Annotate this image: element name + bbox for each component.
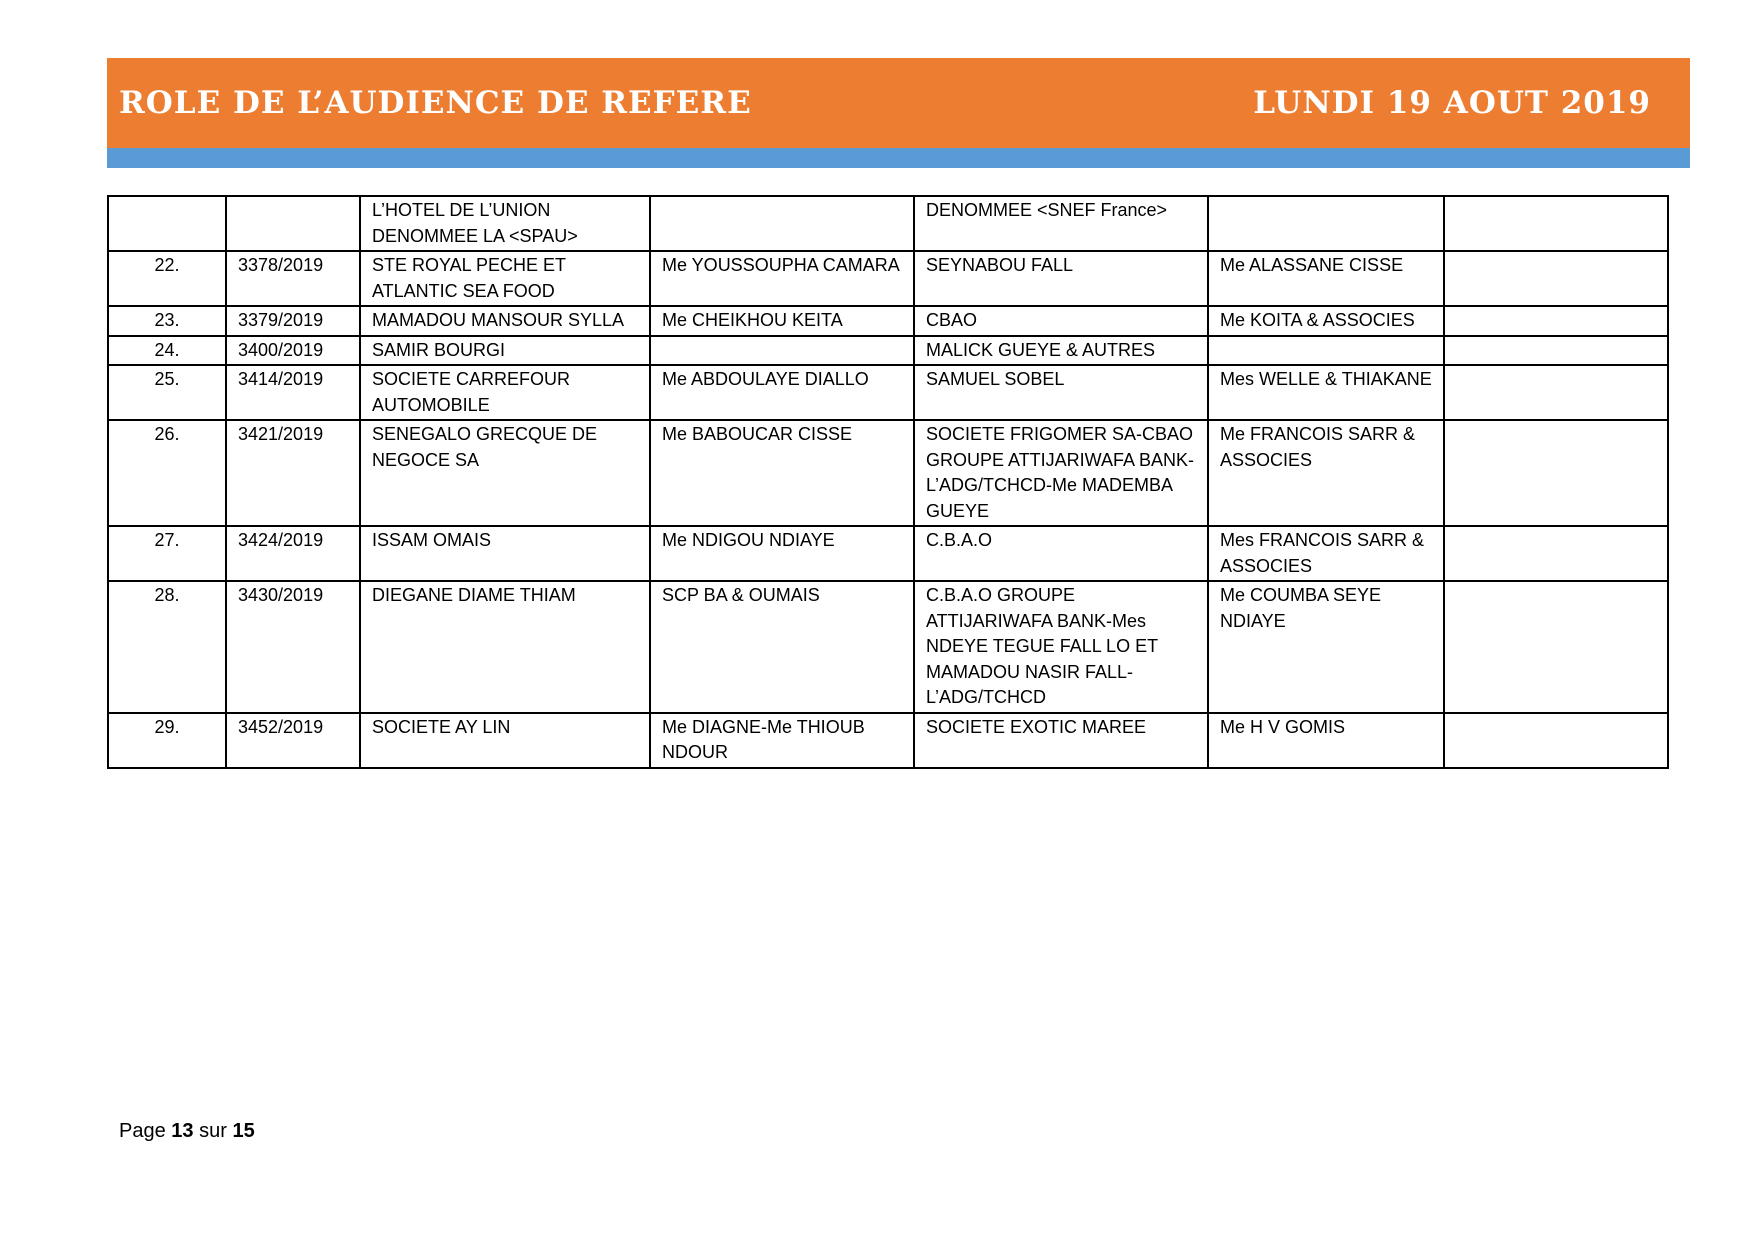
cell-defendant-lawyer: Me COUMBA SEYE NDIAYE (1208, 581, 1444, 713)
cell-docket-number: 3424/2019 (226, 526, 360, 581)
cell-docket-number: 3400/2019 (226, 336, 360, 366)
cell-defendant: CBAO (914, 306, 1208, 336)
page-label: Page (119, 1120, 166, 1142)
cell-defendant: C.B.A.O (914, 526, 1208, 581)
cell-case-number: 27. (108, 526, 226, 581)
cell-observation (1444, 306, 1668, 336)
cell-observation (1444, 196, 1668, 251)
cell-plaintiff-lawyer (650, 336, 914, 366)
table-row (108, 306, 1668, 336)
cell-plaintiff: ISSAM OMAIS (360, 526, 650, 581)
table-row (108, 251, 1668, 306)
cell-docket-number: 3430/2019 (226, 581, 360, 713)
table-row (108, 581, 1668, 713)
table-row (108, 336, 1668, 366)
page-total: 15 (232, 1120, 255, 1142)
cell-case-number: 29. (108, 713, 226, 768)
cell-docket-number (226, 196, 360, 251)
cell-docket-number: 3421/2019 (226, 420, 360, 526)
cell-plaintiff: SENEGALO GRECQUE DE NEGOCE SA (360, 420, 650, 526)
cell-plaintiff: L’HOTEL DE L’UNION DENOMMEE LA <SPAU> (360, 196, 650, 251)
cell-plaintiff: STE ROYAL PECHE ET ATLANTIC SEA FOOD (360, 251, 650, 306)
cell-defendant-lawyer: Me FRANCOIS SARR & ASSOCIES (1208, 420, 1444, 526)
cell-observation (1444, 251, 1668, 306)
table-row (108, 365, 1668, 420)
table-row (108, 526, 1668, 581)
cell-defendant-lawyer: Mes WELLE & THIAKANE (1208, 365, 1444, 420)
cell-plaintiff-lawyer: Me BABOUCAR CISSE (650, 420, 914, 526)
cell-case-number: 25. (108, 365, 226, 420)
cell-case-number: 24. (108, 336, 226, 366)
table-row (108, 196, 1668, 251)
cell-defendant: SOCIETE EXOTIC MAREE (914, 713, 1208, 768)
page-title: ROLE DE L’AUDIENCE DE REFERE (119, 85, 752, 121)
cell-plaintiff: SAMIR BOURGI (360, 336, 650, 366)
cell-defendant-lawyer: Me KOITA & ASSOCIES (1208, 306, 1444, 336)
cell-plaintiff-lawyer (650, 196, 914, 251)
cell-defendant: C.B.A.O GROUPE ATTIJARIWAFA BANK-Mes NDEYE TEGUE FALL LO ET MAMADOU NASIR FALL-L’ADG/TCHCD (914, 581, 1208, 713)
cell-observation (1444, 420, 1668, 526)
cell-observation (1444, 526, 1668, 581)
cell-plaintiff: MAMADOU MANSOUR SYLLA (360, 306, 650, 336)
cell-defendant: MALICK GUEYE & AUTRES (914, 336, 1208, 366)
table-row (108, 420, 1668, 526)
cell-defendant-lawyer: Me H V GOMIS (1208, 713, 1444, 768)
cell-case-number: 28. (108, 581, 226, 713)
cell-docket-number: 3378/2019 (226, 251, 360, 306)
cell-plaintiff-lawyer: Me YOUSSOUPHA CAMARA (650, 251, 914, 306)
cell-case-number: 26. (108, 420, 226, 526)
cell-observation (1444, 365, 1668, 420)
cell-defendant-lawyer (1208, 196, 1444, 251)
cell-docket-number: 3414/2019 (226, 365, 360, 420)
cell-plaintiff-lawyer: Me ABDOULAYE DIALLO (650, 365, 914, 420)
cell-plaintiff: DIEGANE DIAME THIAM (360, 581, 650, 713)
cell-case-number (108, 196, 226, 251)
hearing-table-body (108, 196, 1668, 768)
cell-observation (1444, 336, 1668, 366)
cell-plaintiff-lawyer: Me DIAGNE-Me THIOUB NDOUR (650, 713, 914, 768)
page-separator: sur (199, 1120, 227, 1142)
cell-case-number: 22. (108, 251, 226, 306)
cell-plaintiff-lawyer: Me CHEIKHOU KEITA (650, 306, 914, 336)
table-row (108, 713, 1668, 768)
cell-defendant: SAMUEL SOBEL (914, 365, 1208, 420)
cell-plaintiff-lawyer: SCP BA & OUMAIS (650, 581, 914, 713)
cell-docket-number: 3452/2019 (226, 713, 360, 768)
cell-defendant-lawyer: Me ALASSANE CISSE (1208, 251, 1444, 306)
hearing-date: LUNDI 19 AOUT 2019 (1253, 85, 1651, 121)
cell-plaintiff: SOCIETE CARREFOUR AUTOMOBILE (360, 365, 650, 420)
cell-case-number: 23. (108, 306, 226, 336)
cell-docket-number: 3379/2019 (226, 306, 360, 336)
cell-defendant: SOCIETE FRIGOMER SA-CBAO GROUPE ATTIJARIWAFA BANK-L’ADG/TCHCD-Me MADEMBA GUEYE (914, 420, 1208, 526)
cell-observation (1444, 713, 1668, 768)
cell-defendant: DENOMMEE <SNEF France> (914, 196, 1208, 251)
cell-defendant-lawyer (1208, 336, 1444, 366)
cell-plaintiff: SOCIETE AY LIN (360, 713, 650, 768)
cell-defendant: SEYNABOU FALL (914, 251, 1208, 306)
hearing-table (107, 195, 1669, 769)
cell-observation (1444, 581, 1668, 713)
cell-defendant-lawyer: Mes FRANCOIS SARR & ASSOCIES (1208, 526, 1444, 581)
page-current: 13 (171, 1120, 194, 1142)
cell-plaintiff-lawyer: Me NDIGOU NDIAYE (650, 526, 914, 581)
page-footer (119, 1118, 255, 1144)
header-accent-strip (107, 148, 1690, 168)
